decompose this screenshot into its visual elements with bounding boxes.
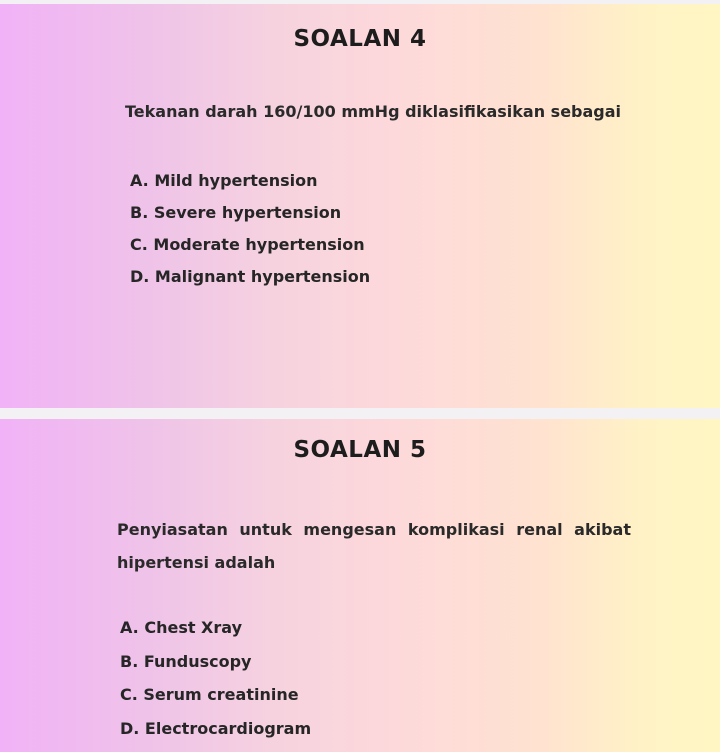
question-text: Penyiasatan untuk mengesan komplikasi renal akibat hipertensi adalah <box>117 520 631 572</box>
question-text: Tekanan darah 160/100 mmHg diklasifikasikan sebagai <box>125 102 622 121</box>
question-slide-5 <box>0 419 720 752</box>
option-a[interactable]: A. Chest Xray <box>120 618 243 637</box>
option-c[interactable]: C. Moderate hypertension <box>130 235 365 254</box>
option-b[interactable]: B. Funduscopy <box>120 651 252 671</box>
slide-title: SOALAN 5 <box>293 437 427 463</box>
answer-options <box>130 168 370 296</box>
slide-title: SOALAN 4 <box>293 26 427 52</box>
option-c[interactable]: C. Serum creatinine <box>120 685 299 704</box>
option-a[interactable]: A. Mild hypertension <box>130 171 318 190</box>
option-d[interactable]: D. Malignant hypertension <box>130 267 371 286</box>
question-slide-4 <box>0 4 720 408</box>
option-d[interactable]: D. Electrocardiogram <box>120 718 312 738</box>
answer-options <box>120 615 311 749</box>
option-b[interactable]: B. Severe hypertension <box>130 203 342 222</box>
